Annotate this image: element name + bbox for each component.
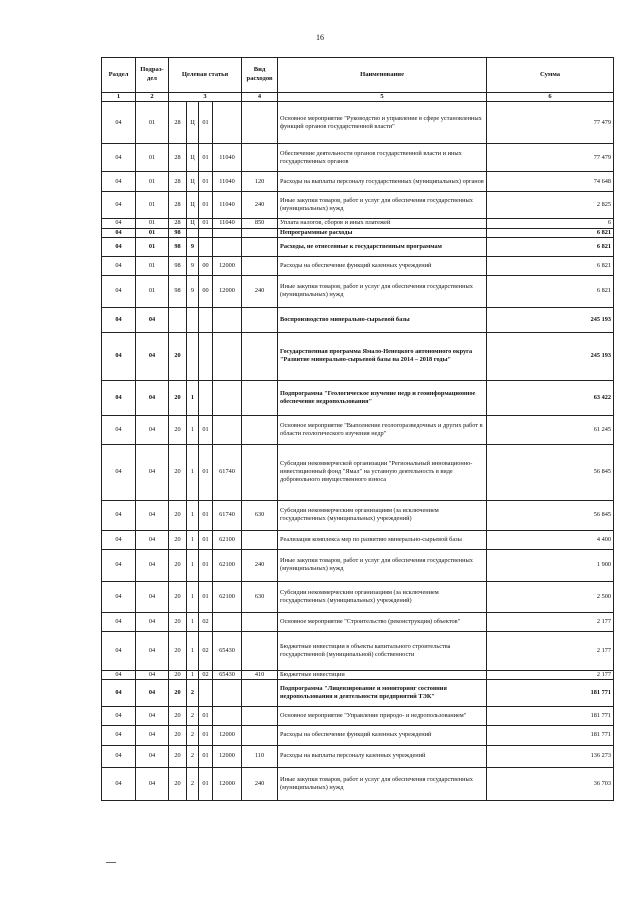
naimenovanie-cell: Обеспечение деятельности органов государственной власти и иных государственных органов	[278, 144, 487, 172]
vid-rashodov-cell	[242, 706, 278, 725]
razdel-cell: 04	[102, 380, 136, 415]
razdel-cell: 04	[102, 670, 136, 679]
vid-rashodov-cell: 630	[242, 581, 278, 612]
naimenovanie-cell: Непрограммные расходы	[278, 228, 487, 237]
naimenovanie-cell: Расходы на обеспечение функций казенных учреждений	[278, 256, 487, 275]
razdel-cell: 04	[102, 172, 136, 192]
summa-cell: 6	[487, 219, 614, 228]
event-code-cell: 02	[199, 612, 213, 631]
header-naimenovanie: Наименование	[278, 58, 487, 93]
naimenovanie-cell: Иные закупки товаров, работ и услуг для обеспечения государственных (муниципальных) нужд	[278, 275, 487, 307]
table-row	[102, 415, 614, 444]
direction-code-cell: 11040	[213, 144, 242, 172]
subprogram-code-cell: 9	[187, 256, 199, 275]
summa-cell: 2 177	[487, 670, 614, 679]
podrazdel-cell: 04	[136, 581, 169, 612]
direction-code-cell	[213, 679, 242, 706]
event-code-cell: 01	[199, 767, 213, 800]
podrazdel-cell: 04	[136, 444, 169, 500]
podrazdel-cell: 01	[136, 219, 169, 228]
naimenovanie-cell: Субсидии некоммерческим организациям (за исключением государственных (муниципальных) учреждений)	[278, 581, 487, 612]
vid-rashodov-cell: 110	[242, 745, 278, 767]
program-code-cell: 20	[169, 549, 187, 581]
direction-code-cell	[213, 706, 242, 725]
program-code-cell: 20	[169, 380, 187, 415]
vid-rashodov-cell	[242, 256, 278, 275]
razdel-cell: 04	[102, 332, 136, 380]
subprogram-code-cell: 1	[187, 444, 199, 500]
program-code-cell	[169, 307, 187, 332]
podrazdel-cell: 01	[136, 256, 169, 275]
podrazdel-cell: 04	[136, 706, 169, 725]
razdel-cell: 04	[102, 581, 136, 612]
razdel-cell: 04	[102, 444, 136, 500]
col-number: 6	[487, 93, 614, 102]
event-code-cell	[199, 332, 213, 380]
event-code-cell	[199, 307, 213, 332]
summa-cell: 6 821	[487, 228, 614, 237]
vid-rashodov-cell: 240	[242, 275, 278, 307]
event-code-cell: 01	[199, 444, 213, 500]
naimenovanie-cell: Уплата налогов, сборов и иных платежей	[278, 219, 487, 228]
naimenovanie-cell: Основное мероприятие "Выполнение геологоразведочных и других работ в области геологического изучения недр"	[278, 415, 487, 444]
summa-cell: 2 500	[487, 581, 614, 612]
naimenovanie-cell: Иные закупки товаров, работ и услуг для обеспечения государственных (муниципальных) нужд	[278, 549, 487, 581]
naimenovanie-cell: Государственная программа Ямало-Ненецкого автономного округа "Развитие минерально-сырьевой базы на 2014 – 2018 годы"	[278, 332, 487, 380]
naimenovanie-cell: Основное мероприятие "Руководство и управление в сфере установленных функций органов государственной власти"	[278, 102, 487, 144]
direction-code-cell: 12000	[213, 275, 242, 307]
vid-rashodov-cell	[242, 144, 278, 172]
subprogram-code-cell: 1	[187, 549, 199, 581]
header-celevaya-statya: Целевая статья	[169, 58, 242, 93]
table-row	[102, 767, 614, 800]
program-code-cell: 98	[169, 275, 187, 307]
summa-cell: 245 193	[487, 332, 614, 380]
direction-code-cell: 61740	[213, 500, 242, 530]
vid-rashodov-cell: 240	[242, 192, 278, 219]
subprogram-code-cell: 9	[187, 237, 199, 256]
razdel-cell: 04	[102, 679, 136, 706]
event-code-cell: 01	[199, 706, 213, 725]
table-row	[102, 725, 614, 745]
table-row	[102, 380, 614, 415]
program-code-cell: 20	[169, 332, 187, 380]
subprogram-code-cell: 2	[187, 725, 199, 745]
program-code-cell: 20	[169, 500, 187, 530]
table-row	[102, 144, 614, 172]
podrazdel-cell: 04	[136, 631, 169, 670]
event-code-cell: 00	[199, 256, 213, 275]
razdel-cell: 04	[102, 612, 136, 631]
event-code-cell: 01	[199, 415, 213, 444]
summa-cell: 74 648	[487, 172, 614, 192]
table-row	[102, 500, 614, 530]
vid-rashodov-cell: 630	[242, 500, 278, 530]
vid-rashodov-cell	[242, 415, 278, 444]
summa-cell: 77 479	[487, 102, 614, 144]
podrazdel-cell: 04	[136, 549, 169, 581]
program-code-cell: 98	[169, 237, 187, 256]
program-code-cell: 28	[169, 219, 187, 228]
razdel-cell: 04	[102, 725, 136, 745]
summa-cell: 181 771	[487, 679, 614, 706]
podrazdel-cell: 04	[136, 612, 169, 631]
table-row	[102, 256, 614, 275]
naimenovanie-cell: Субсидии некоммерческой организации "Региональный инновационно-инвестиционный фонд "Ямал" на уставную деятельность в виде добровольного имущественного взноса	[278, 444, 487, 500]
direction-code-cell	[213, 307, 242, 332]
event-code-cell: 02	[199, 670, 213, 679]
podrazdel-cell: 04	[136, 332, 169, 380]
table-row	[102, 219, 614, 228]
podrazdel-cell: 04	[136, 745, 169, 767]
event-code-cell: 02	[199, 631, 213, 670]
table-row	[102, 307, 614, 332]
program-code-cell: 20	[169, 530, 187, 549]
subprogram-code-cell: 1	[187, 581, 199, 612]
subprogram-code-cell	[187, 332, 199, 380]
naimenovanie-cell: Бюджетные инвестиции в объекты капитального строительства государственной (муниципальной) собственности	[278, 631, 487, 670]
event-code-cell: 00	[199, 275, 213, 307]
table-row	[102, 581, 614, 612]
program-code-cell: 28	[169, 144, 187, 172]
program-code-cell: 20	[169, 581, 187, 612]
direction-code-cell	[213, 415, 242, 444]
razdel-cell: 04	[102, 500, 136, 530]
podrazdel-cell: 04	[136, 670, 169, 679]
table-row	[102, 237, 614, 256]
direction-code-cell: 62100	[213, 549, 242, 581]
vid-rashodov-cell: 850	[242, 219, 278, 228]
event-code-cell: 01	[199, 745, 213, 767]
vid-rashodov-cell	[242, 237, 278, 256]
table-row	[102, 192, 614, 219]
razdel-cell: 04	[102, 219, 136, 228]
table-row	[102, 275, 614, 307]
program-code-cell: 20	[169, 706, 187, 725]
podrazdel-cell: 04	[136, 307, 169, 332]
subprogram-code-cell: 1	[187, 631, 199, 670]
summa-cell: 6 821	[487, 256, 614, 275]
naimenovanie-cell: Воспроизводство минерально-сырьевой базы	[278, 307, 487, 332]
table-row	[102, 102, 614, 144]
direction-code-cell: 65430	[213, 670, 242, 679]
razdel-cell: 04	[102, 767, 136, 800]
table-row	[102, 530, 614, 549]
direction-code-cell: 11040	[213, 172, 242, 192]
summa-cell: 56 845	[487, 500, 614, 530]
razdel-cell: 04	[102, 307, 136, 332]
naimenovanie-cell: Иные закупки товаров, работ и услуг для обеспечения государственных (муниципальных) нужд	[278, 767, 487, 800]
subprogram-code-cell: 2	[187, 706, 199, 725]
subprogram-code-cell: 9	[187, 275, 199, 307]
podrazdel-cell: 04	[136, 500, 169, 530]
direction-code-cell	[213, 380, 242, 415]
subprogram-code-cell: 1	[187, 500, 199, 530]
naimenovanie-cell: Подпрограмма "Геологическое изучение недр и геоинформационное обеспечение недропользования"	[278, 380, 487, 415]
program-code-cell: 98	[169, 256, 187, 275]
subprogram-code-cell: 2	[187, 745, 199, 767]
vid-rashodov-cell: 240	[242, 549, 278, 581]
vid-rashodov-cell	[242, 307, 278, 332]
summa-cell: 2 177	[487, 631, 614, 670]
budget-table	[101, 57, 614, 801]
direction-code-cell: 12000	[213, 745, 242, 767]
razdel-cell: 04	[102, 144, 136, 172]
subprogram-code-cell: Ц	[187, 192, 199, 219]
naimenovanie-cell: Реализация комплекса мер по развитию минерально-сырьевой базы	[278, 530, 487, 549]
program-code-cell: 20	[169, 415, 187, 444]
scan-mark	[106, 862, 116, 863]
table-row	[102, 172, 614, 192]
podrazdel-cell: 01	[136, 228, 169, 237]
direction-code-cell: 11040	[213, 192, 242, 219]
naimenovanie-cell: Основное мероприятие "Строительство (реконструкция) объектов"	[278, 612, 487, 631]
naimenovanie-cell: Расходы на обеспечение функций казенных учреждений	[278, 725, 487, 745]
table-row	[102, 612, 614, 631]
vid-rashodov-cell	[242, 530, 278, 549]
razdel-cell: 04	[102, 228, 136, 237]
subprogram-code-cell: 1	[187, 380, 199, 415]
subprogram-code-cell: 1	[187, 670, 199, 679]
razdel-cell: 04	[102, 192, 136, 219]
vid-rashodov-cell	[242, 444, 278, 500]
direction-code-cell: 12000	[213, 725, 242, 745]
podrazdel-cell: 01	[136, 237, 169, 256]
subprogram-code-cell: Ц	[187, 219, 199, 228]
summa-cell: 2 825	[487, 192, 614, 219]
razdel-cell: 04	[102, 237, 136, 256]
header-vid-rashodov: Вид расходов	[242, 58, 278, 93]
event-code-cell: 01	[199, 549, 213, 581]
naimenovanie-cell: Иные закупки товаров, работ и услуг для обеспечения государственных (муниципальных) нужд	[278, 192, 487, 219]
vid-rashodov-cell	[242, 612, 278, 631]
podrazdel-cell: 04	[136, 415, 169, 444]
podrazdel-cell: 01	[136, 144, 169, 172]
program-code-cell: 28	[169, 192, 187, 219]
vid-rashodov-cell	[242, 725, 278, 745]
podrazdel-cell: 04	[136, 679, 169, 706]
vid-rashodov-cell: 410	[242, 670, 278, 679]
col-number: 2	[136, 93, 169, 102]
summa-cell: 4 400	[487, 530, 614, 549]
naimenovanie-cell: Расходы на выплаты персоналу государственных (муниципальных) органов	[278, 172, 487, 192]
podrazdel-cell: 04	[136, 767, 169, 800]
summa-cell: 6 821	[487, 237, 614, 256]
header-row	[102, 58, 614, 93]
summa-cell: 136 273	[487, 745, 614, 767]
razdel-cell: 04	[102, 415, 136, 444]
summa-cell: 6 821	[487, 275, 614, 307]
table-row	[102, 670, 614, 679]
event-code-cell: 01	[199, 581, 213, 612]
direction-code-cell	[213, 228, 242, 237]
direction-code-cell: 12000	[213, 256, 242, 275]
direction-code-cell	[213, 237, 242, 256]
subprogram-code-cell: 1	[187, 530, 199, 549]
direction-code-cell: 61740	[213, 444, 242, 500]
event-code-cell: 01	[199, 500, 213, 530]
table-row	[102, 631, 614, 670]
direction-code-cell: 65430	[213, 631, 242, 670]
subprogram-code-cell: 2	[187, 679, 199, 706]
program-code-cell: 20	[169, 745, 187, 767]
podrazdel-cell: 01	[136, 192, 169, 219]
naimenovanie-cell: Бюджетные инвестиции	[278, 670, 487, 679]
podrazdel-cell: 04	[136, 530, 169, 549]
col-number: 4	[242, 93, 278, 102]
direction-code-cell	[213, 612, 242, 631]
summa-cell: 181 771	[487, 725, 614, 745]
summa-cell: 56 845	[487, 444, 614, 500]
event-code-cell	[199, 679, 213, 706]
vid-rashodov-cell	[242, 228, 278, 237]
naimenovanie-cell: Расходы на выплаты персоналу казенных учреждений	[278, 745, 487, 767]
naimenovanie-cell: Подпрограмма "Лицензирование и мониторинг состояния недропользования и деятельности предприятий ТЭК"	[278, 679, 487, 706]
table-row	[102, 444, 614, 500]
event-code-cell: 01	[199, 219, 213, 228]
razdel-cell: 04	[102, 275, 136, 307]
program-code-cell: 28	[169, 102, 187, 144]
summa-cell: 245 193	[487, 307, 614, 332]
event-code-cell	[199, 380, 213, 415]
razdel-cell: 04	[102, 549, 136, 581]
table-row	[102, 228, 614, 237]
podrazdel-cell: 04	[136, 380, 169, 415]
vid-rashodov-cell	[242, 679, 278, 706]
razdel-cell: 04	[102, 530, 136, 549]
summa-cell: 77 479	[487, 144, 614, 172]
col-number: 3	[169, 93, 242, 102]
naimenovanie-cell: Основное мероприятие "Управление природо- и недропользованием"	[278, 706, 487, 725]
event-code-cell: 01	[199, 530, 213, 549]
summa-cell: 36 703	[487, 767, 614, 800]
program-code-cell: 20	[169, 679, 187, 706]
event-code-cell: 01	[199, 725, 213, 745]
razdel-cell: 04	[102, 706, 136, 725]
razdel-cell: 04	[102, 102, 136, 144]
subprogram-code-cell: Ц	[187, 144, 199, 172]
razdel-cell: 04	[102, 256, 136, 275]
podrazdel-cell: 01	[136, 275, 169, 307]
event-code-cell: 01	[199, 172, 213, 192]
razdel-cell: 04	[102, 631, 136, 670]
table-row	[102, 332, 614, 380]
event-code-cell: 01	[199, 192, 213, 219]
summa-cell: 2 177	[487, 612, 614, 631]
col-number: 5	[278, 93, 487, 102]
table-row	[102, 706, 614, 725]
vid-rashodov-cell	[242, 332, 278, 380]
naimenovanie-cell: Расходы, не отнесенные к государственным программам	[278, 237, 487, 256]
program-code-cell: 20	[169, 767, 187, 800]
header-summa: Сумма	[487, 58, 614, 93]
direction-code-cell	[213, 332, 242, 380]
podrazdel-cell: 04	[136, 725, 169, 745]
subprogram-code-cell: 1	[187, 415, 199, 444]
header-razdel: Раздел	[102, 58, 136, 93]
vid-rashodov-cell	[242, 380, 278, 415]
table-row	[102, 679, 614, 706]
direction-code-cell: 62100	[213, 581, 242, 612]
summa-cell: 1 900	[487, 549, 614, 581]
vid-rashodov-cell	[242, 102, 278, 144]
summa-cell: 181 771	[487, 706, 614, 725]
event-code-cell: 01	[199, 144, 213, 172]
header-podrazdel: Подраз- дел	[136, 58, 169, 93]
summa-cell: 61 245	[487, 415, 614, 444]
table-row	[102, 549, 614, 581]
direction-code-cell	[213, 102, 242, 144]
program-code-cell: 98	[169, 228, 187, 237]
program-code-cell: 20	[169, 631, 187, 670]
summa-cell: 63 422	[487, 380, 614, 415]
subprogram-code-cell: Ц	[187, 172, 199, 192]
podrazdel-cell: 01	[136, 102, 169, 144]
program-code-cell: 28	[169, 172, 187, 192]
direction-code-cell: 11040	[213, 219, 242, 228]
razdel-cell: 04	[102, 745, 136, 767]
event-code-cell: 01	[199, 102, 213, 144]
naimenovanie-cell: Субсидии некоммерческим организациям (за исключением государственных (муниципальных) учреждений)	[278, 500, 487, 530]
subprogram-code-cell	[187, 228, 199, 237]
event-code-cell	[199, 237, 213, 256]
program-code-cell: 20	[169, 444, 187, 500]
direction-code-cell: 12000	[213, 767, 242, 800]
program-code-cell: 20	[169, 670, 187, 679]
program-code-cell: 20	[169, 725, 187, 745]
subprogram-code-cell	[187, 307, 199, 332]
col-number: 1	[102, 93, 136, 102]
podrazdel-cell: 01	[136, 172, 169, 192]
table-body	[102, 102, 614, 801]
table-row	[102, 745, 614, 767]
subprogram-code-cell: 1	[187, 612, 199, 631]
subprogram-code-cell: Ц	[187, 102, 199, 144]
vid-rashodov-cell	[242, 631, 278, 670]
page-number: 16	[316, 33, 324, 42]
vid-rashodov-cell: 240	[242, 767, 278, 800]
program-code-cell: 20	[169, 612, 187, 631]
event-code-cell	[199, 228, 213, 237]
subprogram-code-cell: 2	[187, 767, 199, 800]
column-number-row	[102, 93, 614, 102]
direction-code-cell: 62100	[213, 530, 242, 549]
vid-rashodov-cell: 120	[242, 172, 278, 192]
